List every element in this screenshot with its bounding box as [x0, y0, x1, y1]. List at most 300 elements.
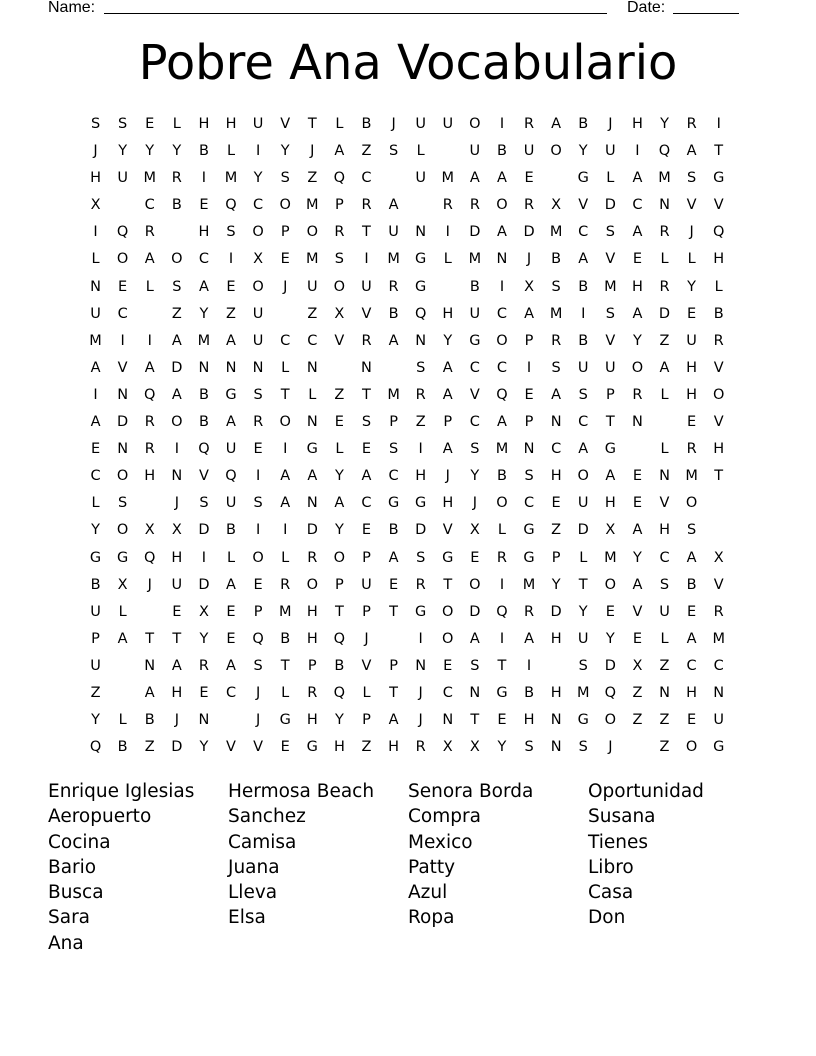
- grid-cell[interactable]: O: [685, 495, 698, 512]
- grid-cell[interactable]: E: [687, 305, 697, 322]
- grid-cell[interactable]: T: [307, 116, 317, 132]
- grid-cell[interactable]: V: [198, 468, 209, 485]
- grid-cell[interactable]: A: [171, 386, 182, 403]
- grid-cell[interactable]: G: [577, 712, 589, 729]
- grid-cell[interactable]: R: [659, 224, 670, 241]
- grid-cell[interactable]: U: [225, 495, 237, 512]
- grid-cell[interactable]: J: [255, 712, 261, 729]
- grid-cell[interactable]: D: [469, 224, 481, 241]
- grid-cell[interactable]: H: [442, 495, 454, 512]
- grid-cell[interactable]: [109, 653, 136, 680]
- grid-cell[interactable]: B: [198, 414, 209, 431]
- grid-cell[interactable]: N: [117, 441, 129, 458]
- grid-cell[interactable]: A: [171, 332, 182, 349]
- grid-cell[interactable]: E: [145, 116, 155, 132]
- grid-cell[interactable]: A: [171, 657, 182, 674]
- grid-cell[interactable]: N: [550, 712, 562, 729]
- grid-cell[interactable]: B: [496, 468, 507, 485]
- grid-cell[interactable]: R: [253, 414, 264, 431]
- grid-cell[interactable]: I: [581, 305, 586, 322]
- grid-cell[interactable]: J: [283, 278, 288, 295]
- grid-cell[interactable]: J: [689, 224, 694, 241]
- grid-cell[interactable]: [380, 165, 407, 192]
- grid-cell[interactable]: Q: [496, 386, 508, 403]
- grid-cell[interactable]: E: [199, 684, 209, 701]
- grid-cell[interactable]: C: [307, 332, 318, 349]
- grid-cell[interactable]: V: [713, 414, 724, 431]
- grid-cell[interactable]: G: [523, 549, 535, 566]
- grid-cell[interactable]: X: [117, 576, 128, 593]
- grid-cell[interactable]: L: [91, 495, 100, 512]
- grid-cell[interactable]: B: [686, 576, 697, 593]
- grid-cell[interactable]: H: [333, 739, 345, 756]
- grid-cell[interactable]: A: [361, 468, 372, 485]
- grid-cell[interactable]: N: [659, 468, 670, 485]
- grid-cell[interactable]: P: [91, 630, 100, 647]
- grid-cell[interactable]: R: [144, 224, 155, 241]
- grid-cell[interactable]: T: [145, 630, 155, 647]
- grid-cell[interactable]: S: [470, 441, 480, 458]
- grid-cell[interactable]: [136, 490, 163, 517]
- grid-cell[interactable]: P: [389, 657, 398, 674]
- grid-cell[interactable]: E: [632, 630, 642, 647]
- grid-cell[interactable]: O: [442, 630, 454, 647]
- grid-cell[interactable]: A: [388, 712, 399, 729]
- grid-cell[interactable]: G: [306, 441, 318, 458]
- grid-cell[interactable]: V: [226, 739, 236, 756]
- grid-cell[interactable]: H: [198, 116, 210, 132]
- grid-cell[interactable]: E: [443, 657, 453, 674]
- grid-cell[interactable]: A: [117, 630, 128, 647]
- grid-cell[interactable]: D: [469, 603, 481, 620]
- grid-cell[interactable]: L: [281, 549, 290, 566]
- grid-cell[interactable]: L: [660, 441, 669, 458]
- grid-cell[interactable]: H: [659, 522, 670, 539]
- grid-cell[interactable]: A: [632, 305, 643, 322]
- grid-cell[interactable]: U: [713, 712, 725, 729]
- grid-cell[interactable]: Z: [551, 522, 562, 539]
- grid-cell[interactable]: N: [659, 684, 670, 701]
- grid-cell[interactable]: Y: [632, 549, 642, 566]
- grid-cell[interactable]: H: [550, 630, 562, 647]
- grid-cell[interactable]: E: [361, 441, 372, 458]
- grid-cell[interactable]: E: [280, 251, 290, 268]
- grid-cell[interactable]: J: [174, 712, 179, 729]
- grid-cell[interactable]: U: [252, 116, 264, 132]
- grid-cell[interactable]: C: [469, 359, 480, 376]
- grid-cell[interactable]: O: [550, 143, 562, 160]
- grid-cell[interactable]: J: [391, 116, 396, 132]
- grid-cell[interactable]: G: [523, 522, 535, 539]
- grid-cell[interactable]: P: [389, 414, 398, 431]
- grid-cell[interactable]: E: [253, 576, 263, 593]
- grid-cell[interactable]: [163, 219, 190, 246]
- grid-cell[interactable]: I: [174, 441, 179, 458]
- grid-cell[interactable]: [624, 436, 651, 463]
- grid-cell[interactable]: B: [578, 278, 589, 295]
- grid-cell[interactable]: S: [388, 441, 399, 458]
- grid-cell[interactable]: U: [252, 305, 264, 322]
- grid-cell[interactable]: V: [713, 359, 724, 376]
- grid-cell[interactable]: [705, 517, 732, 544]
- grid-cell[interactable]: D: [604, 657, 616, 674]
- grid-cell[interactable]: Z: [659, 657, 670, 674]
- grid-cell[interactable]: C: [713, 657, 724, 674]
- grid-cell[interactable]: N: [198, 359, 210, 376]
- grid-cell[interactable]: A: [90, 359, 101, 376]
- grid-cell[interactable]: O: [631, 359, 644, 376]
- grid-cell[interactable]: S: [334, 251, 344, 268]
- grid-cell[interactable]: A: [280, 495, 291, 512]
- grid-cell[interactable]: H: [604, 495, 616, 512]
- grid-cell[interactable]: E: [687, 414, 697, 431]
- grid-cell[interactable]: V: [361, 305, 372, 322]
- grid-cell[interactable]: O: [116, 522, 129, 539]
- grid-cell[interactable]: M: [306, 197, 319, 214]
- grid-cell[interactable]: A: [551, 386, 562, 403]
- grid-cell[interactable]: O: [496, 332, 508, 349]
- grid-cell[interactable]: Z: [632, 684, 643, 701]
- grid-cell[interactable]: B: [198, 386, 209, 403]
- grid-cell[interactable]: I: [418, 630, 423, 647]
- grid-cell[interactable]: G: [415, 495, 427, 512]
- grid-cell[interactable]: G: [279, 712, 291, 729]
- grid-cell[interactable]: G: [117, 549, 129, 566]
- grid-cell[interactable]: L: [145, 278, 154, 295]
- grid-cell[interactable]: [624, 734, 651, 761]
- grid-cell[interactable]: A: [90, 414, 101, 431]
- grid-cell[interactable]: M: [712, 630, 725, 647]
- grid-cell[interactable]: G: [306, 739, 318, 756]
- grid-cell[interactable]: I: [283, 441, 288, 458]
- grid-cell[interactable]: P: [551, 549, 561, 566]
- grid-cell[interactable]: M: [495, 441, 509, 458]
- grid-cell[interactable]: B: [551, 251, 562, 268]
- grid-cell[interactable]: G: [225, 386, 237, 403]
- grid-cell[interactable]: [705, 490, 732, 517]
- grid-cell[interactable]: C: [280, 332, 291, 349]
- grid-cell[interactable]: N: [713, 684, 725, 701]
- grid-cell[interactable]: M: [306, 251, 319, 268]
- grid-cell[interactable]: R: [632, 386, 643, 403]
- grid-cell[interactable]: P: [443, 414, 453, 431]
- grid-cell[interactable]: L: [226, 549, 236, 566]
- grid-cell[interactable]: B: [90, 576, 101, 593]
- grid-cell[interactable]: Q: [144, 549, 156, 566]
- grid-cell[interactable]: R: [415, 386, 426, 403]
- grid-cell[interactable]: C: [253, 197, 264, 214]
- grid-cell[interactable]: V: [469, 386, 480, 403]
- grid-cell[interactable]: G: [415, 278, 427, 295]
- grid-cell[interactable]: E: [632, 495, 642, 512]
- grid-cell[interactable]: H: [225, 116, 237, 132]
- grid-cell[interactable]: A: [442, 359, 453, 376]
- grid-cell[interactable]: R: [144, 441, 155, 458]
- grid-cell[interactable]: Q: [89, 739, 102, 756]
- grid-cell[interactable]: A: [442, 386, 453, 403]
- grid-cell[interactable]: N: [198, 712, 210, 729]
- grid-cell[interactable]: Z: [659, 332, 670, 349]
- grid-cell[interactable]: C: [361, 170, 372, 187]
- grid-cell[interactable]: I: [499, 116, 505, 132]
- grid-cell[interactable]: L: [660, 251, 669, 268]
- grid-cell[interactable]: O: [496, 495, 508, 512]
- grid-cell[interactable]: J: [608, 739, 613, 756]
- grid-cell[interactable]: V: [578, 197, 589, 214]
- grid-cell[interactable]: R: [415, 576, 426, 593]
- grid-cell[interactable]: U: [225, 441, 237, 458]
- grid-cell[interactable]: B: [226, 522, 236, 539]
- date-blank-line[interactable]: [673, 13, 739, 14]
- grid-cell[interactable]: N: [117, 386, 129, 403]
- grid-cell[interactable]: [407, 192, 434, 219]
- grid-cell[interactable]: G: [387, 495, 400, 512]
- grid-cell[interactable]: X: [253, 251, 264, 268]
- grid-cell[interactable]: [543, 165, 570, 192]
- grid-cell[interactable]: N: [469, 684, 481, 701]
- grid-cell[interactable]: V: [632, 603, 643, 620]
- grid-cell[interactable]: O: [469, 576, 481, 593]
- grid-cell[interactable]: L: [308, 386, 317, 403]
- grid-cell[interactable]: R: [686, 441, 697, 458]
- grid-cell[interactable]: U: [442, 116, 454, 132]
- grid-cell[interactable]: B: [117, 739, 128, 756]
- grid-cell[interactable]: O: [171, 251, 183, 268]
- grid-cell[interactable]: Q: [496, 603, 508, 620]
- grid-cell[interactable]: P: [605, 386, 615, 403]
- grid-cell[interactable]: M: [197, 332, 211, 349]
- grid-cell[interactable]: O: [333, 549, 346, 566]
- grid-cell[interactable]: I: [201, 549, 207, 566]
- grid-cell[interactable]: V: [605, 251, 616, 268]
- grid-cell[interactable]: H: [686, 386, 698, 403]
- grid-cell[interactable]: U: [90, 305, 101, 322]
- grid-cell[interactable]: A: [144, 359, 155, 376]
- grid-cell[interactable]: A: [226, 332, 236, 349]
- grid-cell[interactable]: X: [632, 657, 643, 674]
- grid-cell[interactable]: C: [551, 441, 562, 458]
- grid-cell[interactable]: I: [499, 630, 505, 647]
- grid-cell[interactable]: N: [550, 414, 562, 431]
- grid-cell[interactable]: E: [687, 603, 697, 620]
- grid-cell[interactable]: Q: [333, 684, 346, 701]
- grid-cell[interactable]: O: [252, 224, 264, 241]
- grid-cell[interactable]: S: [226, 224, 236, 241]
- grid-cell[interactable]: M: [658, 170, 671, 187]
- grid-cell[interactable]: E: [470, 549, 480, 566]
- grid-cell[interactable]: B: [524, 684, 535, 701]
- grid-cell[interactable]: Q: [144, 386, 156, 403]
- grid-cell[interactable]: O: [306, 224, 318, 241]
- grid-cell[interactable]: B: [713, 305, 724, 322]
- grid-cell[interactable]: E: [388, 576, 399, 593]
- grid-cell[interactable]: Y: [497, 739, 507, 756]
- grid-cell[interactable]: S: [199, 495, 209, 512]
- grid-cell[interactable]: S: [90, 116, 101, 132]
- grid-cell[interactable]: C: [442, 684, 453, 701]
- grid-cell[interactable]: V: [659, 495, 670, 512]
- grid-cell[interactable]: U: [252, 332, 264, 349]
- grid-cell[interactable]: A: [632, 224, 643, 241]
- grid-cell[interactable]: R: [307, 684, 318, 701]
- grid-cell[interactable]: S: [253, 495, 263, 512]
- grid-cell[interactable]: Q: [333, 170, 346, 187]
- grid-cell[interactable]: V: [280, 116, 291, 132]
- grid-cell[interactable]: V: [334, 332, 345, 349]
- grid-cell[interactable]: Q: [116, 224, 129, 241]
- grid-cell[interactable]: E: [226, 630, 236, 647]
- grid-cell[interactable]: N: [225, 359, 237, 376]
- grid-cell[interactable]: A: [307, 468, 318, 485]
- grid-cell[interactable]: A: [686, 143, 697, 160]
- name-blank-line[interactable]: [104, 13, 607, 14]
- grid-cell[interactable]: L: [118, 603, 127, 620]
- grid-cell[interactable]: X: [713, 549, 724, 566]
- grid-cell[interactable]: X: [469, 739, 480, 756]
- grid-cell[interactable]: [217, 707, 244, 734]
- grid-cell[interactable]: [326, 355, 353, 382]
- grid-cell[interactable]: M: [441, 170, 455, 187]
- grid-cell[interactable]: S: [118, 116, 128, 132]
- grid-cell[interactable]: Q: [252, 630, 264, 647]
- grid-cell[interactable]: Z: [659, 712, 670, 729]
- grid-cell[interactable]: J: [310, 143, 315, 160]
- grid-cell[interactable]: U: [686, 332, 697, 349]
- grid-cell[interactable]: H: [90, 170, 101, 187]
- grid-cell[interactable]: H: [686, 359, 698, 376]
- grid-cell[interactable]: T: [172, 630, 182, 647]
- grid-cell[interactable]: S: [470, 657, 480, 674]
- grid-cell[interactable]: Z: [171, 305, 182, 322]
- grid-cell[interactable]: Y: [172, 143, 182, 160]
- grid-cell[interactable]: L: [281, 684, 290, 701]
- grid-cell[interactable]: N: [144, 657, 156, 674]
- grid-cell[interactable]: C: [90, 468, 101, 485]
- grid-cell[interactable]: Y: [578, 603, 588, 620]
- grid-cell[interactable]: R: [361, 197, 372, 214]
- grid-cell[interactable]: J: [364, 630, 369, 647]
- grid-cell[interactable]: I: [93, 224, 98, 241]
- grid-cell[interactable]: P: [307, 657, 317, 674]
- grid-cell[interactable]: [109, 680, 136, 707]
- grid-cell[interactable]: H: [550, 468, 562, 485]
- grid-cell[interactable]: E: [361, 522, 372, 539]
- grid-cell[interactable]: Y: [605, 630, 615, 647]
- grid-cell[interactable]: H: [388, 739, 400, 756]
- grid-cell[interactable]: Z: [415, 414, 426, 431]
- grid-cell[interactable]: O: [279, 414, 291, 431]
- grid-cell[interactable]: A: [632, 522, 643, 539]
- grid-cell[interactable]: R: [713, 603, 724, 620]
- grid-cell[interactable]: M: [685, 468, 698, 485]
- grid-cell[interactable]: L: [660, 630, 669, 647]
- grid-cell[interactable]: Q: [333, 630, 346, 647]
- grid-cell[interactable]: R: [686, 116, 697, 132]
- grid-cell[interactable]: H: [306, 603, 318, 620]
- grid-cell[interactable]: [434, 274, 461, 301]
- grid-cell[interactable]: Y: [199, 739, 209, 756]
- grid-cell[interactable]: [543, 653, 570, 680]
- grid-cell[interactable]: A: [469, 630, 480, 647]
- grid-cell[interactable]: A: [144, 251, 155, 268]
- grid-cell[interactable]: D: [577, 522, 589, 539]
- grid-cell[interactable]: U: [659, 603, 670, 620]
- grid-cell[interactable]: Y: [199, 305, 209, 322]
- grid-cell[interactable]: A: [605, 468, 616, 485]
- grid-cell[interactable]: O: [116, 468, 129, 485]
- grid-cell[interactable]: Y: [145, 143, 155, 160]
- grid-cell[interactable]: B: [198, 143, 209, 160]
- grid-cell[interactable]: E: [551, 495, 561, 512]
- grid-cell[interactable]: [136, 599, 163, 626]
- grid-cell[interactable]: B: [171, 197, 182, 214]
- grid-cell[interactable]: M: [576, 684, 590, 701]
- grid-cell[interactable]: H: [171, 684, 183, 701]
- grid-cell[interactable]: L: [497, 522, 506, 539]
- grid-cell[interactable]: U: [469, 305, 481, 322]
- grid-cell[interactable]: H: [171, 549, 183, 566]
- grid-cell[interactable]: R: [388, 278, 399, 295]
- grid-cell[interactable]: Q: [712, 224, 725, 241]
- grid-cell[interactable]: I: [255, 468, 261, 485]
- grid-cell[interactable]: O: [496, 197, 508, 214]
- grid-cell[interactable]: D: [198, 576, 210, 593]
- grid-cell[interactable]: D: [171, 739, 183, 756]
- grid-cell[interactable]: N: [550, 739, 562, 756]
- grid-cell[interactable]: A: [659, 359, 670, 376]
- grid-cell[interactable]: A: [280, 468, 291, 485]
- grid-cell[interactable]: B: [334, 657, 345, 674]
- grid-cell[interactable]: [651, 409, 678, 436]
- grid-cell[interactable]: S: [118, 495, 128, 512]
- grid-cell[interactable]: N: [523, 441, 535, 458]
- grid-cell[interactable]: C: [686, 657, 697, 674]
- grid-cell[interactable]: N: [361, 359, 372, 376]
- grid-cell[interactable]: Z: [361, 739, 372, 756]
- grid-cell[interactable]: I: [255, 522, 261, 539]
- grid-cell[interactable]: U: [171, 576, 183, 593]
- grid-cell[interactable]: J: [147, 576, 152, 593]
- grid-cell[interactable]: L: [335, 441, 344, 458]
- grid-cell[interactable]: A: [496, 170, 507, 187]
- grid-cell[interactable]: X: [469, 522, 480, 539]
- grid-cell[interactable]: Z: [144, 739, 155, 756]
- grid-cell[interactable]: T: [280, 657, 290, 674]
- grid-cell[interactable]: C: [144, 197, 155, 214]
- grid-cell[interactable]: S: [687, 170, 697, 187]
- grid-cell[interactable]: H: [523, 712, 535, 729]
- grid-cell[interactable]: Q: [604, 684, 617, 701]
- grid-cell[interactable]: U: [415, 170, 426, 187]
- grid-cell[interactable]: A: [578, 251, 589, 268]
- grid-cell[interactable]: N: [306, 495, 318, 512]
- grid-cell[interactable]: B: [144, 712, 155, 729]
- grid-cell[interactable]: I: [364, 251, 369, 268]
- grid-cell[interactable]: C: [578, 224, 589, 241]
- grid-cell[interactable]: H: [631, 116, 643, 132]
- grid-cell[interactable]: S: [416, 359, 426, 376]
- grid-cell[interactable]: L: [91, 251, 100, 268]
- grid-cell[interactable]: E: [90, 441, 101, 458]
- grid-cell[interactable]: Z: [307, 305, 318, 322]
- grid-cell[interactable]: O: [604, 576, 617, 593]
- grid-cell[interactable]: I: [716, 116, 721, 132]
- grid-cell[interactable]: [434, 138, 461, 165]
- grid-cell[interactable]: J: [472, 495, 477, 512]
- grid-cell[interactable]: O: [577, 468, 589, 485]
- grid-cell[interactable]: S: [605, 224, 615, 241]
- grid-cell[interactable]: C: [198, 251, 209, 268]
